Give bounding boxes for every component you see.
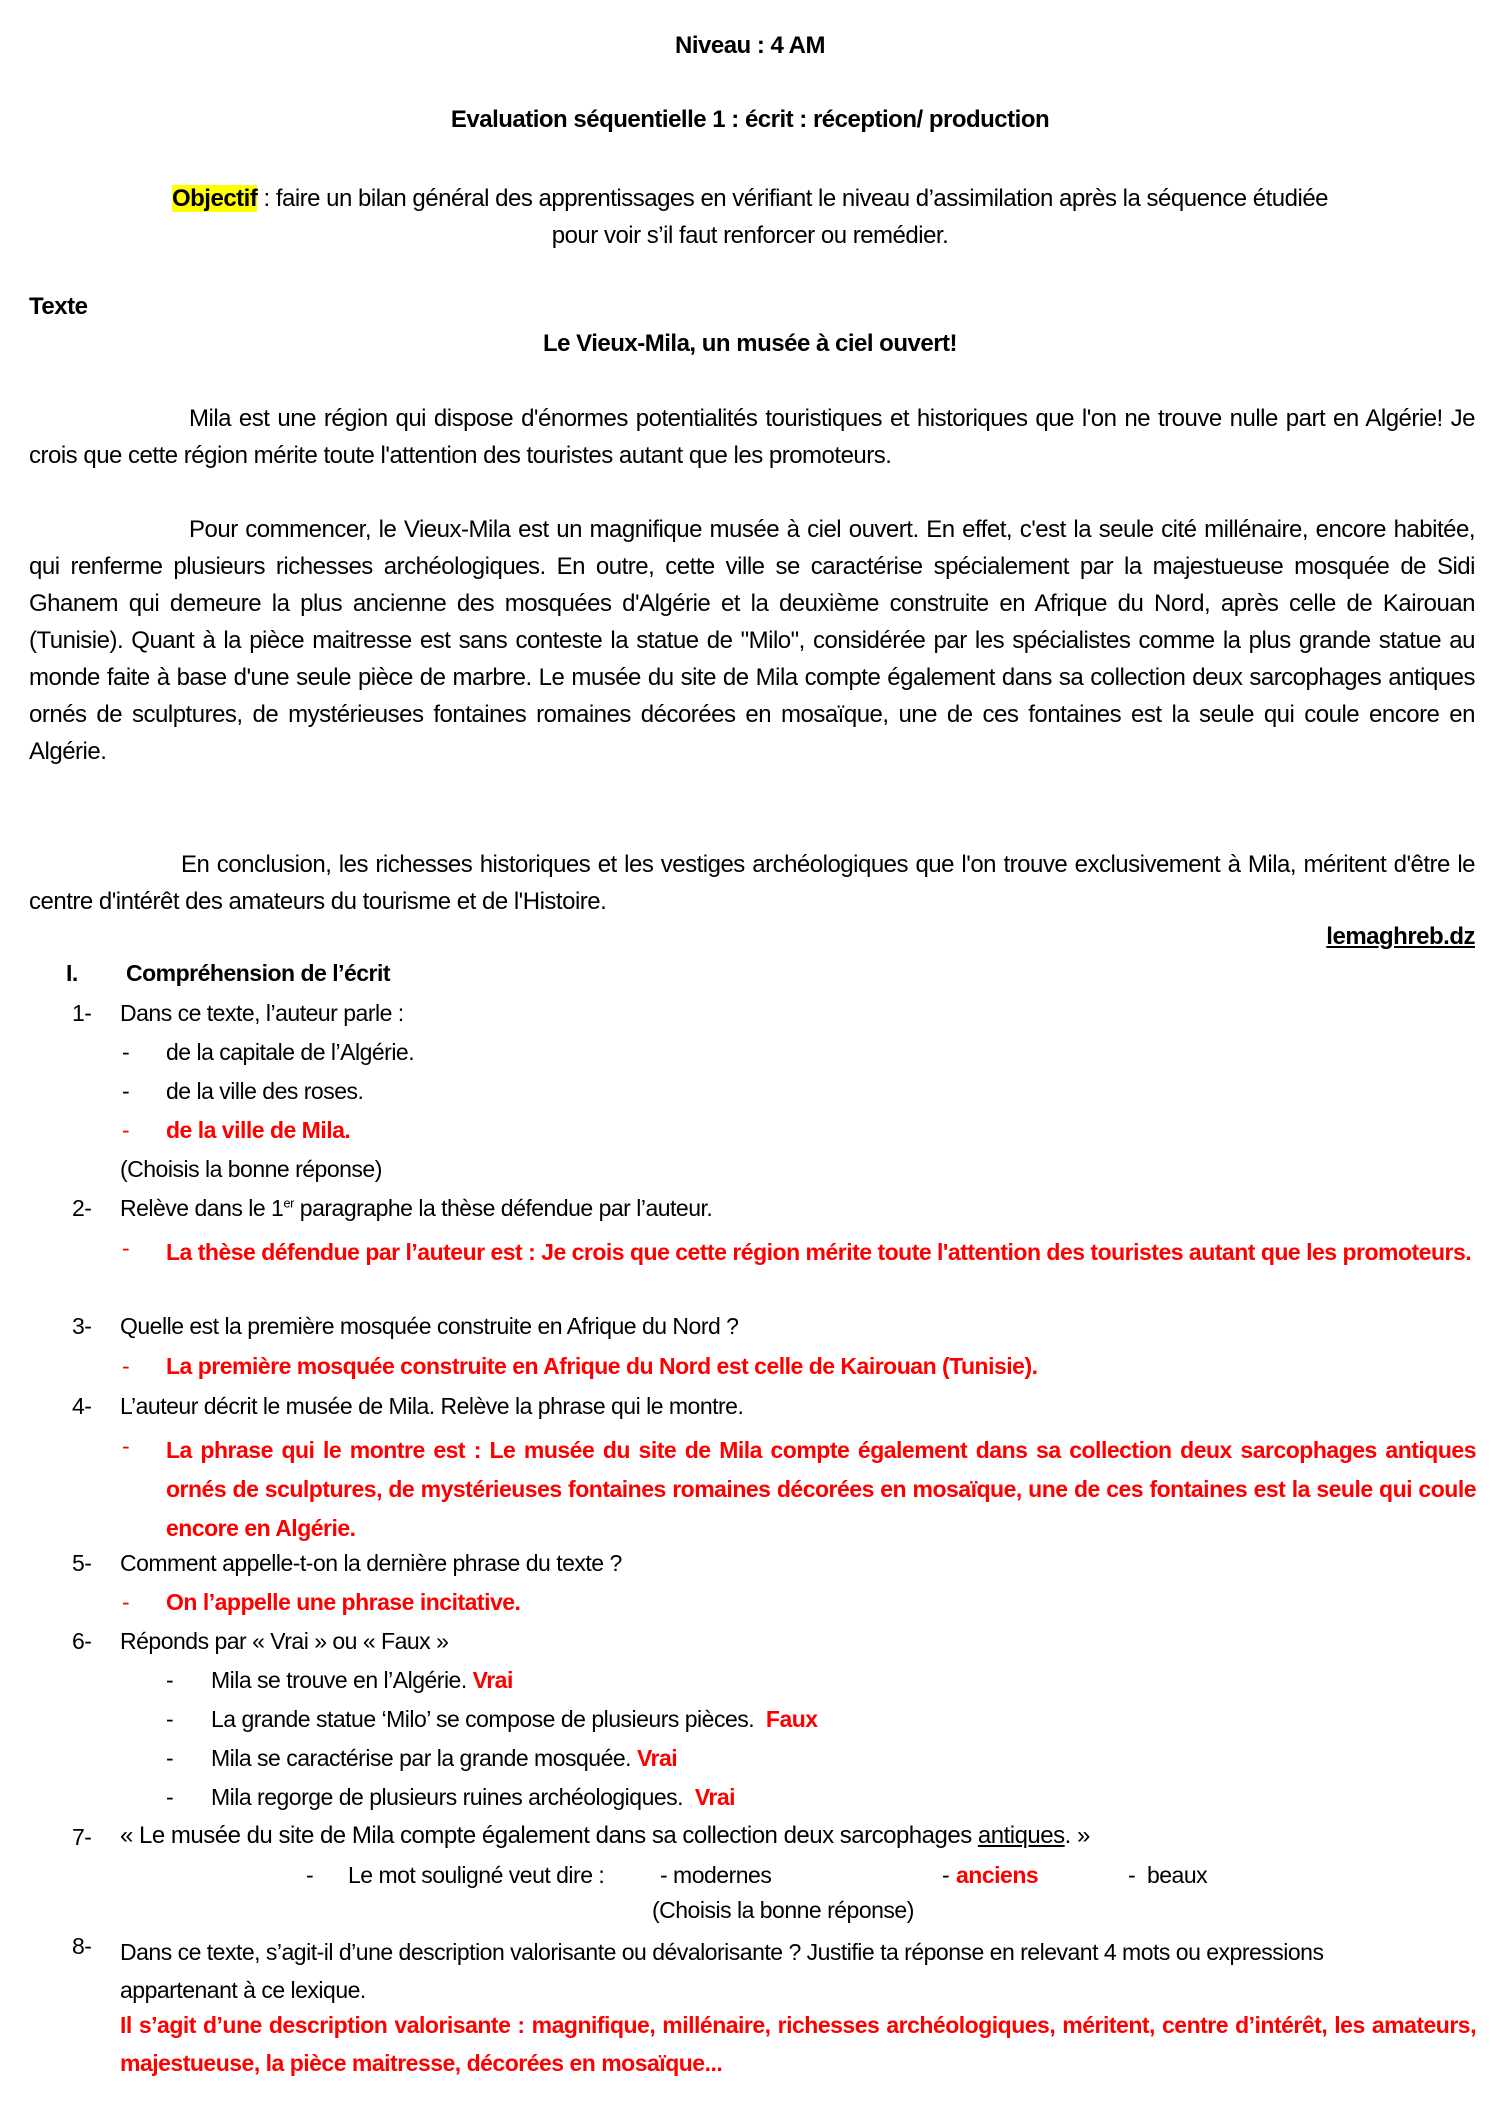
paragraph-3-text: En conclusion, les richesses historiques et les vestiges archéologiques que l'on trouve exclusivement à Mila, méritent d'être le centre d'intérêt des amateurs du tourisme et de l'Histoire.: [29, 851, 1475, 915]
objective-block: [0, 180, 1500, 254]
q6-item-4: [211, 1784, 735, 1811]
q6-item-4-answer: Vrai: [694, 1784, 736, 1810]
q2-text-after: paragraphe la thèse défendue par l’auteur.: [293, 1195, 713, 1221]
q6-item-1-statement: Mila se trouve en l’Algérie.: [211, 1667, 473, 1693]
q1-option-2: de la ville des roses.: [166, 1078, 364, 1104]
q1-text: Dans ce texte, l’auteur parle :: [120, 1000, 404, 1026]
objective-text: : faire un bilan général des apprentissages en vérifiant le niveau d’assimilation après la séquence étudiée: [257, 185, 1329, 212]
q7-dash: -: [306, 1862, 314, 1888]
q2-dash: -: [122, 1235, 130, 1261]
q7-option-1: - modernes: [660, 1862, 772, 1888]
q6-item-1: [211, 1667, 513, 1694]
text-title: Le Vieux-Mila, un musée à ciel ouvert!: [542, 330, 958, 357]
objective-line-1: [0, 180, 1500, 217]
q5-number: 5-: [72, 1550, 92, 1576]
q1-number: 1-: [72, 1000, 92, 1026]
q2-answer: La thèse défendue par l’auteur est : Je crois que cette région mérite toute l'attention des touristes autant que les promoteurs.: [166, 1239, 1472, 1265]
q6-text: Réponds par « Vrai » ou « Faux »: [120, 1628, 449, 1654]
q6-item-2-answer: Faux: [765, 1706, 818, 1732]
text-label: Texte: [29, 293, 88, 320]
q7-quote-after: . »: [1064, 1822, 1090, 1849]
paragraph-3: [29, 846, 1475, 920]
q7-option-2-dash: -: [942, 1862, 956, 1888]
q4-number: 4-: [72, 1393, 92, 1419]
q7-option-3: - beaux: [1128, 1862, 1208, 1888]
q6-item-3-answer: Vrai: [636, 1745, 678, 1771]
q2-number: 2-: [72, 1195, 92, 1221]
q4-dash: -: [122, 1433, 130, 1459]
q8-answer: Il s’agit d’une description valorisante : magnifique, millénaire, richesses archéologiques, méritent, centre d’intérêt, les amateurs, majestueuse, la pièce maitresse, décorées en mosaïque...: [120, 2012, 1476, 2076]
objective-line-2: pour voir s’il faut renforcer ou remédier.: [551, 222, 949, 249]
q2-text-before: Relève dans le 1: [120, 1195, 284, 1221]
paragraph-1: [29, 400, 1475, 474]
q7-quote: [120, 1822, 1090, 1850]
q6-dash-2: -: [166, 1706, 174, 1732]
q8-text: Dans ce texte, s’agit-il d’une description valorisante ou dévalorisante ? Justifie ta réponse en relevant 4 mots ou expressions appartenant à ce lexique.: [120, 1939, 1324, 2003]
q3-answer: La première mosquée construite en Afrique du Nord est celle de Kairouan (Tunisie).: [166, 1353, 1038, 1379]
source-link[interactable]: lemaghreb.dz: [1326, 923, 1475, 950]
q1-option-1: de la capitale de l’Algérie.: [166, 1039, 415, 1065]
q6-item-3: [211, 1745, 677, 1772]
q7-underlined-word: antiques: [977, 1822, 1065, 1849]
q5-answer: On l’appelle une phrase incitative.: [166, 1589, 521, 1615]
section-number: I.: [66, 960, 78, 986]
level-heading: Niveau : 4 AM: [675, 32, 825, 59]
q6-item-1-answer: Vrai: [472, 1667, 513, 1693]
q6-item-3-statement: Mila se caractérise par la grande mosquée.: [211, 1745, 637, 1771]
q1-dash-3: -: [122, 1117, 130, 1143]
q5-text: Comment appelle-t-on la dernière phrase du texte ?: [120, 1550, 622, 1576]
q6-dash-1: -: [166, 1667, 174, 1693]
paragraph-1-text: Mila est une région qui dispose d'énormes potentialités touristiques et historiques que l'on ne trouve nulle part en Algérie! Je crois que cette région mérite toute l'attention des touristes autant que les promoteurs.: [29, 405, 1475, 469]
q2-superscript: er: [283, 1195, 294, 1211]
q3-text: Quelle est la première mosquée construite en Afrique du Nord ?: [120, 1313, 739, 1339]
paragraph-2: [29, 511, 1475, 770]
q6-dash-4: -: [166, 1784, 174, 1810]
q1-dash-2: -: [122, 1078, 130, 1104]
q3-number: 3-: [72, 1313, 92, 1339]
q1-dash-1: -: [122, 1039, 130, 1065]
q2-text: [120, 1195, 712, 1222]
q7-instruction: (Choisis la bonne réponse): [652, 1897, 914, 1923]
q1-instruction: (Choisis la bonne réponse): [120, 1156, 382, 1182]
section-title: Compréhension de l’écrit: [126, 960, 391, 986]
q6-item-4-statement: Mila regorge de plusieurs ruines archéologiques.: [211, 1784, 695, 1810]
q7-option-2-correct: anciens: [956, 1862, 1039, 1888]
evaluation-title: Evaluation séquentielle 1 : écrit : réception/ production: [450, 106, 1050, 133]
q6-number: 6-: [72, 1628, 92, 1654]
q6-item-2-statement: La grande statue ‘Milo’ se compose de plusieurs pièces.: [211, 1706, 766, 1732]
q6-dash-3: -: [166, 1745, 174, 1771]
q7-number: 7-: [72, 1824, 92, 1850]
q5-dash: -: [122, 1589, 130, 1615]
paragraph-2-text: Pour commencer, le Vieux-Mila est un magnifique musée à ciel ouvert. En effet, c'est la seule cité millénaire, encore habitée, qui renferme plusieurs richesses archéologiques. En outre, cette ville se caractérise spécialement par la majestueuse mosquée de Sidi Ghanem qui demeure la plus ancienne des mosquées d'Algérie et la deuxième construite en Afrique du Nord, après celle de Kairouan (Tunisie). Quant à la pièce maitresse est sans conteste la statue de "Milo", considérée par les spécialistes comme la plus grande statue au monde faite à base d'une seule pièce de marbre. Le musée du site de Mila compte également dans sa collection deux sarcophages antiques ornés de sculptures, de mystérieuses fontaines romaines décorées en mosaïque, une de ces fontaines est la seule qui coule encore en Algérie.: [29, 516, 1475, 765]
q4-text: L’auteur décrit le musée de Mila. Relève la phrase qui le montre.: [120, 1393, 744, 1419]
q6-item-2: [211, 1706, 818, 1733]
q1-option-3-correct: de la ville de Mila.: [166, 1117, 351, 1143]
q3-dash: -: [122, 1353, 130, 1379]
q4-answer: La phrase qui le montre est : Le musée du site de Mila compte également dans sa collection deux sarcophages antiques ornés de sculptures, de mystérieuses fontaines romaines décorées en mosaïque, une de ces fontaines est la seule qui coule encore en Algérie.: [166, 1437, 1476, 1541]
q7-quote-before: « Le musée du site de Mila compte également dans sa collection deux sarcophages: [120, 1822, 978, 1849]
q8-number: 8-: [72, 1933, 92, 1959]
q7-prompt: Le mot souligné veut dire :: [348, 1862, 605, 1888]
objective-label: Objectif: [171, 185, 258, 212]
